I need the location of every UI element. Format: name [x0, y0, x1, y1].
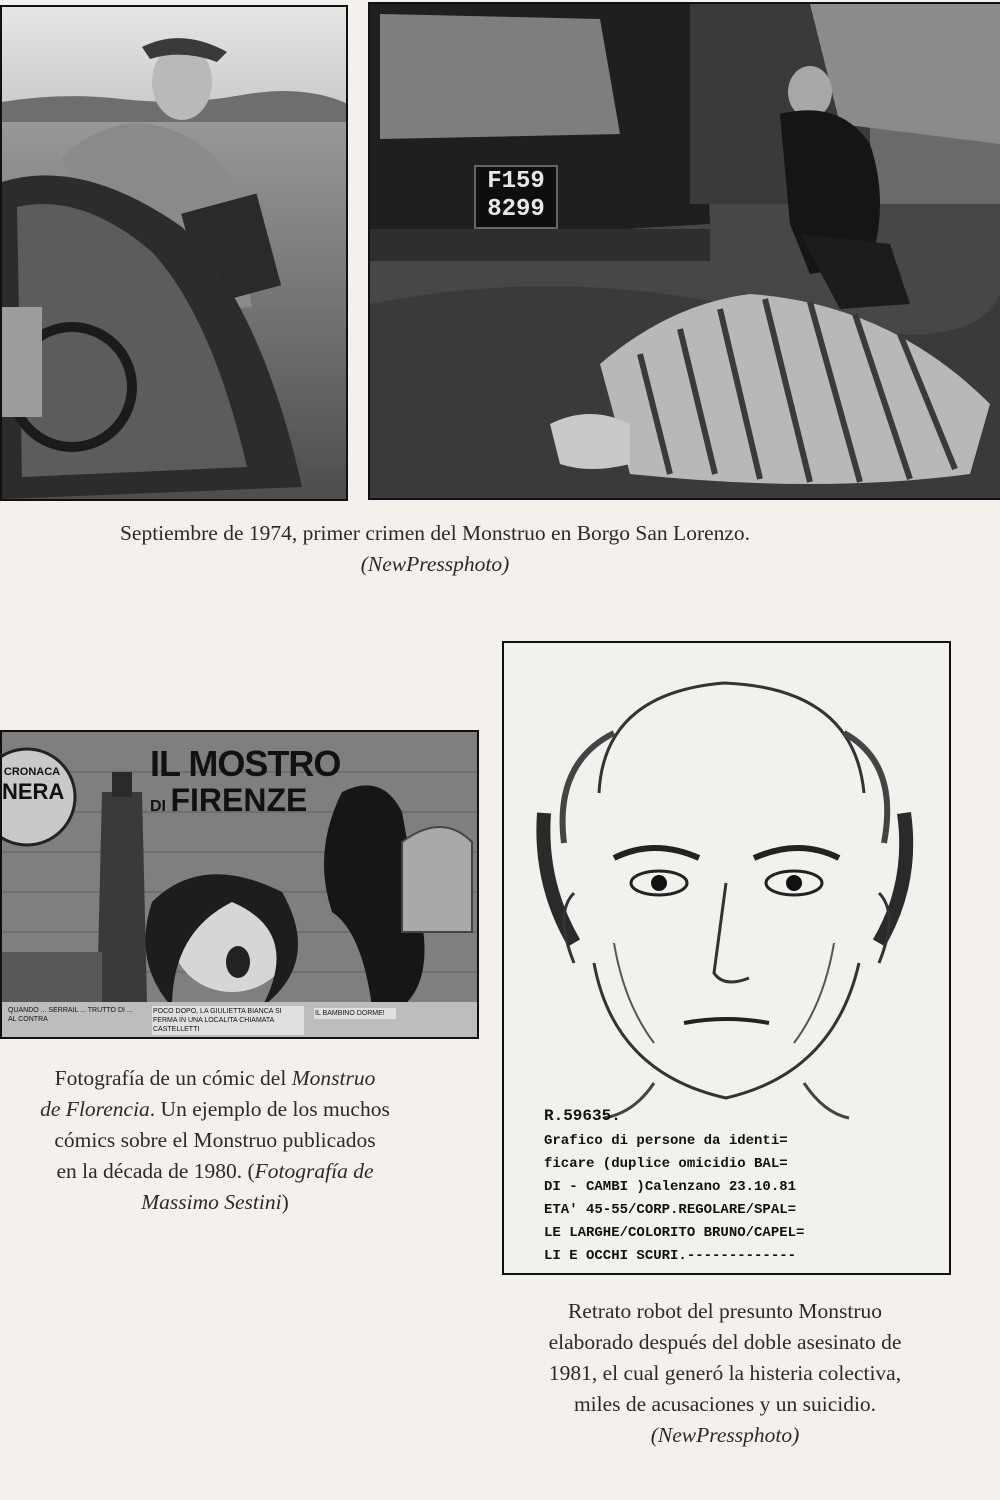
- sketch-line: ETA' 45-55/CORP.REGOLARE/SPAL=: [544, 1202, 797, 1218]
- caption-top: [20, 518, 850, 580]
- caption-comic-l3: cómics sobre el Monstruo publicados: [54, 1128, 376, 1152]
- comic-badge: [2, 762, 65, 804]
- comic-badge-line-1: CRONACA: [3, 766, 61, 778]
- photo-comic: [0, 730, 479, 1039]
- caption-comic-l2b: . Un ejemplo de los muchos: [149, 1097, 390, 1121]
- plate-line-1: F159: [487, 168, 545, 195]
- caption-comic-l1b: Monstruo: [291, 1066, 376, 1090]
- photo-crime-scene: [368, 2, 1000, 500]
- caption-comic-l2a: de Florencia: [40, 1097, 150, 1121]
- sketch-line: ficare (duplice omicidio BAL=: [544, 1156, 788, 1172]
- sketch-text-block: [544, 1105, 934, 1268]
- caption-sketch: [480, 1296, 970, 1451]
- caption-sketch-line: Retrato robot del presunto Monstruo: [567, 1299, 883, 1323]
- caption-sketch-line: elaborado después del doble asesinato de: [548, 1330, 902, 1354]
- license-plate-text: [479, 168, 553, 224]
- comic-panel-text-left: QUANDO ... SERRAIL ... TRUTTO DI ... AL CONTRA: [8, 1007, 133, 1023]
- caption-comic-l5a: Massimo Sestini: [141, 1190, 282, 1214]
- photo-sketch: [502, 641, 951, 1275]
- comic-title-line-2: FIRENZE: [170, 782, 308, 818]
- sketch-line: LE LARGHE/COLORITO BRUNO/CAPEL=: [544, 1225, 805, 1241]
- caption-sketch-credit: (NewPressphoto): [650, 1423, 800, 1447]
- sketch-line: DI - CAMBI )Calenzano 23.10.81: [544, 1179, 797, 1195]
- caption-comic-l4b: Fotografía de: [254, 1159, 374, 1183]
- sketch-line: Grafico di persone da identi=: [544, 1133, 788, 1149]
- caption-comic: [0, 1063, 430, 1218]
- caption-comic-l4a: en la década de 1980. (: [56, 1159, 255, 1183]
- sketch-ref: R.59635.: [544, 1107, 621, 1125]
- caption-top-text: Septiembre de 1974, primer crimen del Monstruo en Borgo San Lorenzo.: [119, 521, 751, 545]
- photo-crime-scene-image: [370, 4, 1000, 498]
- caption-comic-l5b: ): [281, 1190, 289, 1214]
- photo-officer-image: [2, 7, 346, 499]
- comic-badge-line-2: NERA: [2, 779, 65, 804]
- comic-panel-text-right: IL BAMBINO DORME!: [314, 1008, 396, 1019]
- photo-officer: [0, 5, 348, 501]
- comic-title-line-1: IL MOSTRO: [150, 743, 341, 784]
- comic-title: [150, 743, 341, 825]
- caption-top-credit: (NewPressphoto): [360, 552, 510, 576]
- comic-title-prefix: DI: [150, 798, 166, 815]
- caption-sketch-line: 1981, el cual generó la histeria colectiva,: [548, 1361, 902, 1385]
- caption-comic-l1a: Fotografía de un cómic del: [54, 1066, 292, 1090]
- comic-panel-text-mid: POCO DOPO, LA GIULIETTA BIANCA SI FERMA IN UNA LOCALITA CHIAMATA CASTELLETTI: [152, 1006, 304, 1035]
- sketch-line: LI E OCCHI SCURI.-------------: [544, 1248, 797, 1264]
- caption-sketch-line: miles de acusaciones y un suicidio.: [573, 1392, 877, 1416]
- plate-line-2: 8299: [487, 196, 545, 223]
